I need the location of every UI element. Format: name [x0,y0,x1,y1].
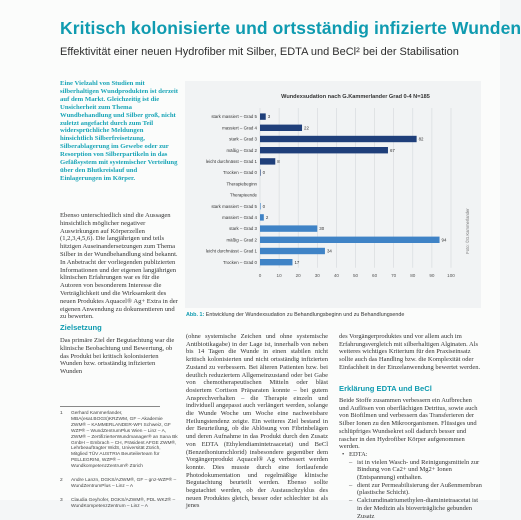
x-tick-label: 20 [295,272,301,278]
author-entry [60,498,178,510]
category-label: Therapiebeginn [226,181,257,187]
bar [260,259,292,265]
x-tick-label: 0 [258,272,262,278]
author-list [60,411,178,518]
category-label: massiert – Grad 4 [222,125,257,131]
edta-explanation: Beide Stoffe zusammen verbessern ein Aufbrechen und Auflösen von oberflächigen Detritus, sowie auch von Biofilmen und verbessern das Transferieren der Silber Ionen zu den Mikroorganismen. Flüssiges und schlüpfriges Wundsekret soll dadurch besser und rascher in den Hydrofiber Körper aufgenommen werden. [339,397,478,451]
x-tick-label: 90 [429,272,435,278]
bar [260,147,388,153]
data-label: 22 [304,125,309,131]
data-label: 94 [441,237,447,243]
bar [260,248,325,254]
x-tick-label: 70 [391,272,397,278]
category-label: leicht durchnässt – Grad 1 [205,159,257,164]
category-label: mäßig – Grad 2 [226,147,257,153]
data-label: 30 [319,226,325,232]
category-label: mäßig – Grad 2 [226,237,257,243]
category-label: leicht durchnässt – Grad 1 [205,248,257,254]
figure-caption [186,312,486,318]
figure-chart [185,81,481,308]
body-paragraph-left-1: Ebenso unterschiedlich sind die Aussagen hinsichtlich möglicher negativer Auswirkungen auf Körperzellen (1,2,3,4,5,6). Die langjährigen und teils hitzigen Auseinandersetzungen zum Thema Silber in der Wundbehandlung sind bekannt. In Anbetracht der vorliegenden publizierten Informationen und der eigenen langjährigen klinischen Erfahrungen war es für die Autoren von besonderem Interesse die Verträglichkeit und die Wirksamkeit des neuen Produktes Aquacel® Ag+ Extra in der eigenen Anwendung zu dokumentieren und zu bewerten. [60,212,178,321]
body-paragraph-right-1: des Vorgängerproduktes und vor allem auch im Erfahrungsvergleich mit silberhaltigen Alginaten. Als weiteres wichtiges Kriterium für den Praxiseinsatz sollte auch das Handling bzw. die Komplexität oder Einfachheit in der Einzelanwendung bewertet werden. [339,333,481,371]
sub-bullet-item: – ist in vielen Wasch- und Reinigungsmitteln zur Bindung von Ca2+ und Mg2+ Ionen (Entspannung) enthalten. [339,459,482,482]
category-label: Trocken – Grad 0 [222,259,257,265]
photo-credit-watermark: Foto: ©G.Kammerlander [465,208,470,254]
footnote-divider [60,406,160,407]
caption-text: Entwicklung der Wundexsudation zu Behandlungsbeginn und zu Behandlungsende [205,312,405,318]
data-label: 2 [265,215,269,220]
category-label: stark massiert – Grad 5 [211,114,257,120]
x-tick-label: 100 [447,272,455,278]
bar [260,169,261,175]
category-label: stark massiert – Grad 5 [211,203,257,209]
author-entry [60,411,178,470]
category-label: Therapieende [229,192,257,198]
page-subtitle: Effektivität einer neuen Hydrofiber mit Silber, EDTA und BeCl² bei der Stabilisation [60,46,459,58]
bar [260,203,261,209]
x-tick-label: 50 [352,272,359,278]
chart-title: Wundexsudation nach G.Kammerlander Grad 0-4 N=185 [281,94,430,100]
lead-paragraph: Eine Vielzahl von Studien mit silberhaltigen Wundprodukten ist derzeit auf dem Markt. Gleichzeitig ist die Unsicherheit zum Thema Wundbehandlung und Silber groß, nicht zuletzt angefacht durch zum Teil widersprüchliche Meldungen hinsichtlich Silberfreisetzung, Silberablagerung im Gewebe oder zur Resorption von Silberpartikeln in das Gefäßsystem mit systemischer Verteilung über den Blutkreislauf und Einlagerungen im Körper. [60,80,178,182]
data-label: 17 [294,259,300,265]
sub-bullet-item: – Calciumdinatriumethylen-diamintetraacetat ist in der Medizin als bioverträgliche gebunden Zusatz [339,497,482,520]
category-label: stark – Grad 3 [229,136,257,142]
category-label: massiert – Grad 4 [222,215,257,220]
bar [260,237,440,243]
data-label: 0 [262,170,266,176]
body-paragraph-middle: (ohne systemische Zeichen und ohne systemische Antibiotikagabe) in der Lage ist, innerhalb von neben bis 14 Tagen die Wunde in einen stabilen nicht kritisch kolonisierten und nicht ortsständig infizierten Zustand zu verbessern. Bei älteren Patienten bzw. bei deutlich reduziertem Allgemeinzustand oder bei Gabe von chemotherapeutischen Mitteln oder bläst dosiertem Cortison Präparaten konnte – bei gutem Ansprechverhalten – die Therapie einzeln und individuell angepasst auch verlängert werden, solange die Wunde Woche um Woche eine nachweisbare Heilungstendenz zeigte. Ein weiteres Ziel bestand in der Beurteilung, ob die Ablösung von Fibrinbelägen und deren Aufnahme in das Produkt durch den Zusatz von EDTA (Ethylendiamintetraacetat) und BeCl (Benzethoniumchlorid) insbesondere gegenüber dem Vorgängerprodukt Aquacel® Ag verbessert werden konnte. Dies musste durch eine fortlaufende Photodokumentation und regelmäßige klinische Begutachtung beurteilt werden. Ebenso sollte begutachtet werden, ob der Austauschzyklus des neuen Produktes gleich, besser oder schlechter ist als jenes [186,333,328,510]
caption-label: Abb. 1: [186,312,205,318]
author-text: Andre Lanzn, DGKS/AZWM®, GF – gnz-WZP® – WundZentrumPlus – Linz – A [71,478,177,489]
author-text: Gerhard Kammerlander, MBA(esat.BOGS)KRZWM, GF – Akademie ZWM® – KAMMERLANDER-WFI Schweiz, GF WZP® – WundZentrumPlus Wien – Linz – A, ZWM® – ZertifizierterWundmanager® an Sana Bk GmbH – Embrach – CH, Präsident AFGE ZWM®, Lehrbeauftragter WidS, Universität Zürich, Mitglied TÜV AUSTRIA Beurteilerteam für PELLEGRINI, WZP® – WundkompetenzZentrum® Zürich [71,411,178,470]
author-text: Claudia Geyhofer, DGKS/AZWM®, PDL WKZ® – WundKompetenzZentrum – Linz – A [71,497,176,509]
bar [260,125,302,131]
bar-chart [185,81,481,308]
bullet-item: • EDTA: [339,451,482,459]
data-label: 67 [389,147,395,153]
bar [260,113,266,119]
data-label: 3 [267,114,271,120]
bar [260,136,417,142]
x-tick-label: 80 [410,272,416,278]
author-number: 2 [60,478,63,484]
data-label: 34 [326,248,332,254]
author-entry [60,478,178,490]
bar [260,214,264,220]
category-label: Trocken – Grad 0 [222,170,257,176]
author-number: 1 [60,411,63,416]
x-tick-label: 10 [276,272,282,278]
section-heading-edta: Erklärung EDTA und BeCl [339,384,432,393]
data-label: 82 [418,136,424,142]
x-tick-label: 40 [333,272,339,278]
section-heading-zielsetzung: Zielsetzung [60,323,102,332]
sub-bullet-item: – dient zur Permeabilisierung der Außenmembran (plastische Schicht). [339,482,482,497]
category-label: stark – Grad 3 [229,226,257,232]
data-label: 8 [277,159,280,164]
bar [260,158,275,164]
data-label: 0 [262,203,266,209]
author-number: 3 [60,497,63,503]
bar [260,225,317,231]
x-tick-label: 60 [372,272,378,278]
page-title: Kritisch kolonisierte und ortsständig infizierte Wunden [60,18,521,38]
body-paragraph-right-2 [339,397,482,520]
x-tick-label: 30 [314,272,320,278]
body-paragraph-left-2: Das primäre Ziel der Begutachtung war die klinische Beobachtung und Bewertung, ob das Produkt bei kritisch kolonisierten Wunden bzw. ortsständig infizierten Wunden [60,337,175,376]
